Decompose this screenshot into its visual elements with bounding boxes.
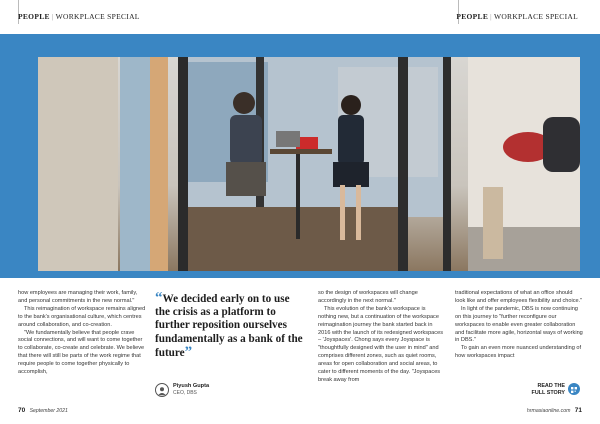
- author-name: Piyush Gupta: [173, 383, 210, 389]
- paragraph: traditional expectations of what an office should look like and offer employees flexibility and choice.": [455, 290, 583, 304]
- header-title: WORKPLACE SPECIAL: [493, 12, 578, 21]
- issue-date: September 2021: [29, 408, 68, 414]
- pull-quote-text: We decided early on to use the crisis as a platform to further reposition ourselves fundamentally as a bank of the future: [155, 293, 303, 359]
- pull-quote: [155, 292, 305, 360]
- office-meeting-photo: [38, 57, 580, 271]
- paragraph: In light of the pandemic, DBS is now continuing on this journey to "further reconfigure our workspaces to enable even greater collaboration and facilitate more agile, horizontal ways of working in DBS.": [455, 305, 583, 344]
- author-role: CEO, DBS: [173, 390, 197, 396]
- paragraph: This evolution of the bank's workspace is nothing new, but a continuation of the workspace reimagination journey the bank started back in 2016 with the launch of its redesigned workspaces – 'Joyspaces'. Chong says every Joyspace is "thoughtfully designed with the user in mind" and comprises different zones, such as quiet rooms, areas for open collaboration and social areas, to cater to different moments of the day. "Joyspaces break away from: [318, 305, 444, 383]
- footer-right: [527, 407, 582, 414]
- header-left: PEOPLE | WORKPLACE SPECIAL: [18, 12, 140, 21]
- header-section: PEOPLE: [18, 12, 50, 21]
- qr-code-icon[interactable]: [568, 383, 580, 395]
- paragraph: To gain an even more nuanced understanding of how workspaces impact: [455, 345, 582, 360]
- body-column-3: [318, 290, 444, 385]
- footer-left: [18, 407, 68, 414]
- page-number: 70: [18, 407, 26, 414]
- read-link-line1: READ THE: [537, 383, 565, 389]
- publication-site: hrmasiaonline.com: [526, 408, 571, 414]
- paragraph: This reimagination of workspace remains aligned to the bank's organisational culture, which centres around collaboration, and co-creation.: [18, 305, 146, 328]
- body-column-4: [455, 290, 583, 361]
- body-column-1: [18, 290, 146, 377]
- close-quote-mark: ”: [184, 343, 193, 360]
- open-quote-mark: “: [155, 290, 163, 306]
- header-title: WORKPLACE SPECIAL: [55, 12, 140, 21]
- paragraph: "We fundamentally believe that people crave social connections, and will want to come together to collaborate, co-create and celebrate. We believe that there will still be parts of the work regime that require people to come together physically to accomplish,: [18, 329, 145, 376]
- paragraph: how employees are managing their work, family, and personal commitments in the new normal.": [18, 290, 138, 304]
- photo-illustration: [38, 57, 580, 271]
- person-avatar-icon: [155, 383, 169, 397]
- header-right: PEOPLE | WORKPLACE SPECIAL: [456, 12, 578, 21]
- quote-author: [155, 383, 275, 401]
- read-link-line2: FULL STORY: [531, 389, 565, 396]
- read-full-story-link[interactable]: [525, 383, 565, 396]
- page-number: 71: [574, 407, 582, 414]
- paragraph: so the design of workspaces will change accordingly in the next normal.": [318, 290, 418, 304]
- header-section: PEOPLE: [456, 12, 489, 21]
